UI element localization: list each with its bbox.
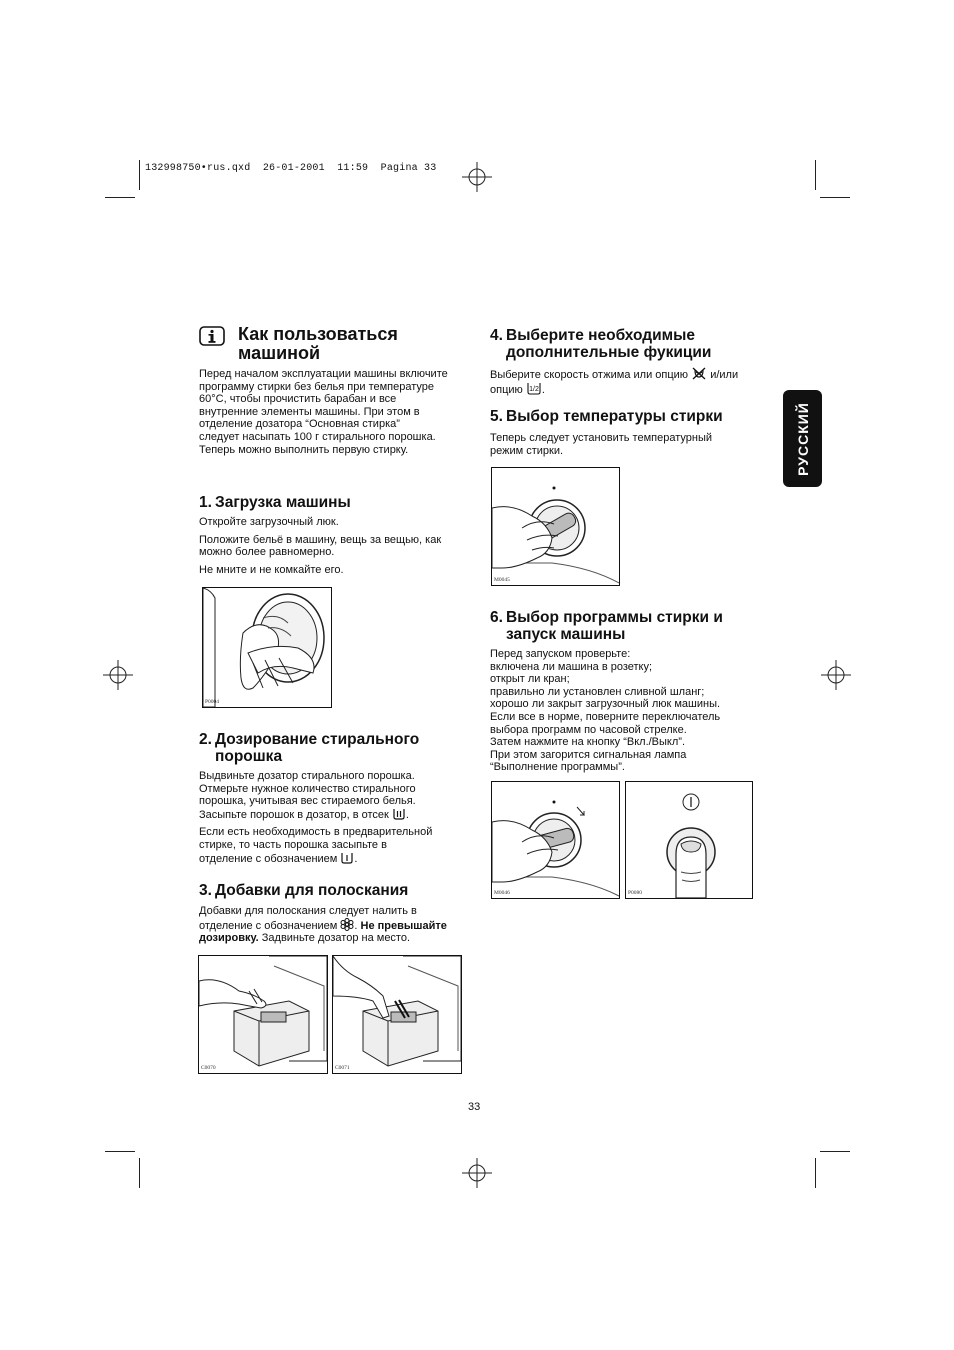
svg-text:1/2: 1/2 xyxy=(528,385,539,393)
section-program: 6. Выбор программы стирки и запуск машины Перед запуском проверьте: включена ли машина в розетку; открыт ли кран; правильно ли установлен сливной шланг; хорошо ли закрыт загрузочный люк машины. Если все в норме, поверните переключатель выбора программ по часовой стрелке. Затем нажмите на кнопку “Вкл./Выкл”. При этом загорится сигнальная лампа “Выполнение программы”. xyxy=(490,609,780,774)
file-info-header: 132998750•rus.qxd 26-01-2001 11:59 Pagina 33 xyxy=(145,163,437,174)
registration-mark xyxy=(462,162,492,192)
figure-loading-laundry xyxy=(202,587,332,708)
crop-mark xyxy=(139,1158,140,1188)
figure-code: P0004 xyxy=(205,699,220,705)
intro-text: Перед началом эксплуатации машины включите программу стирки без белья при температуре 60°C, чтобы прочистить барабан и все внутренние элементы машины. При этом в отделение дозатора “Основная стирка” следует насыпать 100 г стирального порошка. Теперь можно выполнить первую стирку. xyxy=(199,368,448,456)
figure-softener-2 xyxy=(332,955,462,1074)
intro-section xyxy=(199,325,469,456)
figure-code: P0080 xyxy=(628,890,643,896)
figure-program-knob xyxy=(491,781,620,899)
crop-mark xyxy=(139,160,140,190)
info-icon xyxy=(199,326,225,346)
figure-temperature-knob xyxy=(491,467,620,586)
section-heading-cont: запуск машины xyxy=(506,626,626,643)
softener-flower-icon xyxy=(340,918,354,931)
section-temperature: 5. Выбор температуры стирки Теперь следует установить температурный режим стирки. xyxy=(490,408,780,457)
crop-mark xyxy=(815,160,816,190)
registration-mark xyxy=(103,660,133,690)
language-tab xyxy=(783,390,822,487)
crop-mark xyxy=(815,1158,816,1188)
page-number: 33 xyxy=(468,1101,481,1113)
section-loading: 1. Загрузка машины Откройте загрузочный люк. Положите бельё в машину, вещь за вещью, как можно более равномерно. Не мните и не комкайте его. xyxy=(199,494,469,576)
section-softener: 3. Добавки для полоскания Добавки для полоскания следует налить в отделение с обозначением . Не превышайте дозировку. Задвиньте дозатор на место. xyxy=(199,882,469,945)
crop-mark xyxy=(105,197,135,198)
figure-code: M0045 xyxy=(494,577,510,583)
registration-mark xyxy=(821,660,851,690)
section-heading: 6. Выбор программы стирки и xyxy=(490,609,723,626)
section-heading: 5. Выбор температуры стирки xyxy=(490,408,723,425)
crop-mark xyxy=(820,1151,850,1152)
section-options: 4. Выберите необходимые дополнительные фукиции Выберите скорость отжима или опцию и/или опцию 1/2 . xyxy=(490,327,780,396)
crop-mark xyxy=(105,1151,135,1152)
section-heading: 1. Загрузка машины xyxy=(199,494,351,511)
figure-onoff-button xyxy=(625,781,753,899)
figure-code: C0071 xyxy=(335,1065,350,1071)
half-load-icon xyxy=(526,382,542,395)
section-detergent: 2. Дозирование стирального порошка Выдвиньте дозатор стирального порошка. Отмерьте нужное количество стирального порошка, учитывая вес стираемого белья. Засыпьте порошок в дозатор, в отсек . Если есть необходимость в предварительной стирке, то часть порошка засыпьте в отделение с обозначением . xyxy=(199,731,469,865)
language-tab-label: РУССКИЙ xyxy=(794,401,811,476)
figure-code: C0070 xyxy=(201,1065,216,1071)
main-wash-compartment-icon xyxy=(392,808,406,820)
figure-code: M0046 xyxy=(494,890,510,896)
figure-softener-1 xyxy=(198,955,328,1074)
page-title: Как пользоваться машиной xyxy=(238,324,398,363)
prewash-compartment-icon xyxy=(340,852,354,864)
registration-mark xyxy=(462,1158,492,1188)
no-spin-icon xyxy=(691,367,707,380)
section-heading-cont: дополнительные фукиции xyxy=(506,344,712,361)
section-heading: 3. Добавки для полоскания xyxy=(199,882,409,899)
section-heading: 2. Дозирование стирального xyxy=(199,731,420,748)
section-heading: 4. Выберите необходимые xyxy=(490,327,695,344)
crop-mark xyxy=(820,197,850,198)
section-heading-cont: порошка xyxy=(215,748,283,765)
